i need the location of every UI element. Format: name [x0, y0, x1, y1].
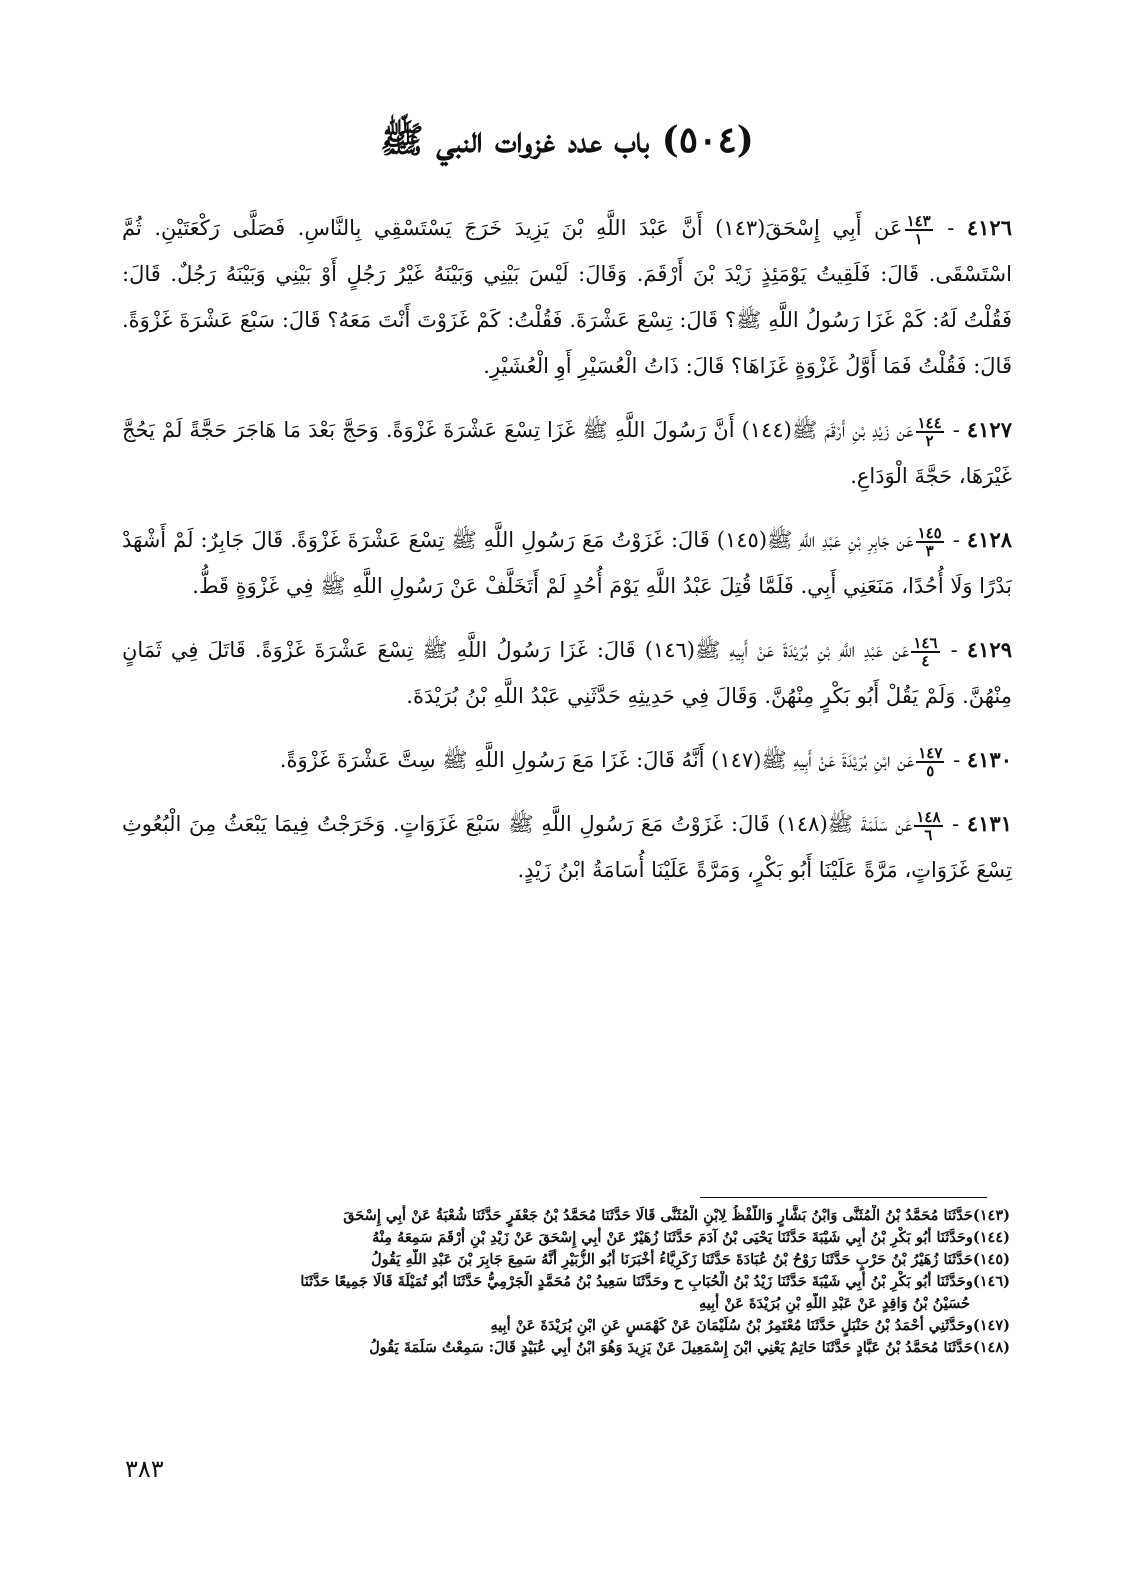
hadith-list [122, 205, 1012, 911]
fraction-top: ١٤٧ [918, 743, 943, 762]
hadith-fraction [916, 745, 944, 779]
page-number: ٣٨٣ [125, 1455, 164, 1483]
hadith-number: ٤١٣٠ [966, 747, 1012, 772]
hadith-paragraph: ٤١٢٧ - $\frac{١٤٤}{٢}$ عَن زَيْدِ بْنِ أَرْقَمَ ﷺ(١٤٤) أَنَّ رَسُولَ اللَّهِ ﷺ غَزَا تِسْعَ عَشْرَةَ غَزْوَةً. وَحَجَّ بَعْدَ مَا هَاجَرَ حَجَّةً لَمْ يَحُجَّ غَيْرَهَا، حَجَّةَ الْوَدَاعِ. [122, 413, 1012, 488]
fraction-top: ١٤٣ [906, 211, 931, 230]
footnote: (١٤٣)حَدَّثَنَا مُحَمَّدُ بْنُ الْمُثَنَّى وَابْنُ بَشَّارٍ وَاللَّفْظُ لِابْنِ الْمُثَنَّى قَالَا حَدَّثَنَا مُحَمَّدُ بْنُ جَعْفَرٍ حَدَّثَنَا شُعْبَةُ عَنْ أَبِي إِسْحَقَ [343, 1207, 1010, 1224]
fraction-bottom: ٣ [925, 541, 934, 560]
fraction-bottom: ١ [914, 229, 923, 248]
hadith-text: عَن أَبِي إِسْحَقَ(١٤٣) أَنَّ عَبْدَ اللَّهِ بْنَ يَزِيدَ خَرَجَ يَسْتَسْقِي بِالنَّاسِ. فَصَلَّى رَكْعَتَيْنِ. ثُمَّ اسْتَسْقَى. قَالَ: فَلَقِيتُ يَوْمَئِذٍ زَيْدَ بْنَ أَرْقَمَ. وَقَالَ: لَيْسَ بَيْنِي وَبَيْنَهُ غَيْرُ رَجُلٍ أَوْ بَيْنِي وَبَيْنَهُ رَجُلٌ. قَالَ: فَقُلْتُ لَهُ: كَمْ غَزَا رَسُولُ اللَّهِ ﷺ؟ قَالَ: تِسْعَ عَشْرَةَ. فَقُلْتُ: كَمْ غَزَوْتَ أَنْتَ مَعَهُ؟ قَالَ: سَبْعَ عَشْرَةَ غَزْوَةً. قَالَ: فَقُلْتُ فَمَا أَوَّلُ غَزْوَةٍ غَزَاهَا؟ قَالَ: ذَاتُ الْعُسَيْرِ أَوِ الْعُشَيْرِ. [122, 216, 1012, 378]
hadith-fraction [911, 635, 939, 669]
hadith-number: ٤١٢٦ [966, 215, 1012, 240]
fraction-top: ١٤٦ [913, 633, 938, 652]
hadith-text: عَن زَيْدِ بْنِ أَرْقَمَ ﷺ(١٤٤) أَنَّ رَسُولَ اللَّهِ ﷺ غَزَا تِسْعَ عَشْرَةَ غَزْوَةً. وَحَجَّ بَعْدَ مَا هَاجَرَ حَجَّةً لَمْ يَحُجَّ غَيْرَهَا، حَجَّةَ الْوَدَاعِ. [122, 418, 1012, 488]
hadith-paragraph: ٤١٣١ - $\frac{١٤٨}{٦}$ عَن سَلَمَةَ ﷺ(١٤٨) قَالَ: غَزَوْتُ مَعَ رَسُولِ اللَّهِ ﷺ سَبْعَ غَزَوَاتٍ. وَخَرَجْتُ فِيمَا يَبْعَثُ مِنَ الْبُعُوثِ تِسْعَ غَزَوَاتٍ، مَرَّةً عَلَيْنَا أَبُو بَكْرٍ، وَمَرَّةً عَلَيْنَا أُسَامَةُ ابْنُ زَيْدٍ. [122, 807, 1012, 882]
hadith-fraction [916, 525, 944, 559]
footnote: (١٤٥)حَدَّثَنَا زُهَيْرُ بْنُ حَرْبٍ حَدَّثَنَا رَوْحُ بْنُ عُبَادَةَ حَدَّثَنَا زَكَرِيَّاءُ أَخْبَرَنَا أَبُو الزُّبَيْرِ أَنَّهُ سَمِعَ جَابِرَ بْنَ عَبْدِ اللَّهِ يَقُولُ [371, 1251, 1010, 1268]
fraction-top: ١٤٥ [917, 523, 942, 542]
hadith-paragraph: ٤١٢٩ - $\frac{١٤٦}{٤}$ عَن عَبْدِ اللَّهِ بْنِ بُرَيْدَةَ عَنْ أَبِيهِ ﷺ(١٤٦) قَالَ: غَزَا رَسُولُ اللَّهِ ﷺ تِسْعَ عَشْرَةَ غَزْوَةً. قَاتَلَ فِي ثَمَانٍ مِنْهُنَّ. وَلَمْ يَقُلْ أَبُو بَكْرٍ مِنْهُنَّ. وَقَالَ فِي حَدِيثِهِ حَدَّثَنِي عَبْدُ اللَّهِ بْنُ بُرَيْدَةَ. [122, 633, 1012, 708]
hadith-text: عَن عَبْدِ اللَّهِ بْنِ بُرَيْدَةَ عَنْ أَبِيهِ ﷺ(١٤٦) قَالَ: غَزَا رَسُولُ اللَّهِ ﷺ تِسْعَ عَشْرَةَ غَزْوَةً. قَاتَلَ فِي ثَمَانٍ مِنْهُنَّ. وَلَمْ يَقُلْ أَبُو بَكْرٍ مِنْهُنَّ. وَقَالَ فِي حَدِيثِهِ حَدَّثَنِي عَبْدُ اللَّهِ بْنُ بُرَيْدَةَ. [122, 638, 1012, 708]
footnote: (١٤٨)حَدَّثَنَا مُحَمَّدُ بْنُ عَبَّادٍ حَدَّثَنَا حَاتِمٌ يَعْنِي ابْنَ إِسْمَعِيلَ عَنْ يَزِيدَ وَهُوَ ابْنُ أَبِي عُبَيْدٍ قَالَ: سَمِعْتُ سَلَمَةَ يَقُولُ [369, 1339, 1010, 1356]
hadith-text: عَن سَلَمَةَ ﷺ(١٤٨) قَالَ: غَزَوْتُ مَعَ رَسُولِ اللَّهِ ﷺ سَبْعَ غَزَوَاتٍ. وَخَرَجْتُ فِيمَا يَبْعَثُ مِنَ الْبُعُوثِ تِسْعَ غَزَوَاتٍ، مَرَّةً عَلَيْنَا أَبُو بَكْرٍ، وَمَرَّةً عَلَيْنَا أُسَامَةُ ابْنُ زَيْدٍ. [122, 812, 1012, 882]
hadith-paragraph: ٤١٢٨ - $\frac{١٤٥}{٣}$ عَن جَابِرِ بْنِ عَبْدِ اللَّهِ ﷺ(١٤٥) قَالَ: غَزَوْتُ مَعَ رَسُولِ اللَّهِ ﷺ تِسْعَ عَشْرَةَ غَزْوَةً. قَالَ جَابِرٌ: لَمْ أَشْهَدْ بَدْرًا وَلَا أُحُدًا، مَنَعَنِي أَبِي. فَلَمَّا قُتِلَ عَبْدُ اللَّهِ يَوْمَ أُحُدٍ لَمْ أَتَخَلَّفْ عَنْ رَسُولِ اللَّهِ ﷺ فِي غَزْوَةٍ قَطُّ. [122, 523, 1013, 598]
hadith-paragraph: ٤١٢٦ - $\frac{١٤٣}{١}$ عَن أَبِي إِسْحَقَ(١٤٣) أَنَّ عَبْدَ اللَّهِ بْنَ يَزِيدَ خَرَجَ يَسْتَسْقِي بِالنَّاسِ. فَصَلَّى رَكْعَتَيْنِ. ثُمَّ اسْتَسْقَى. قَالَ: فَلَقِيتُ يَوْمَئِذٍ زَيْدَ بْنَ أَرْقَمَ. وَقَالَ: لَيْسَ بَيْنِي وَبَيْنَهُ غَيْرُ رَجُلٍ أَوْ بَيْنِي وَبَيْنَهُ رَجُلٌ. قَالَ: فَقُلْتُ لَهُ: كَمْ غَزَا رَسُولُ اللَّهِ ﷺ؟ قَالَ: تِسْعَ عَشْرَةَ. فَقُلْتُ: كَمْ غَزَوْتَ أَنْتَ مَعَهُ؟ قَالَ: سَبْعَ عَشْرَةَ غَزْوَةً. قَالَ: فَقُلْتُ فَمَا أَوَّلُ غَزْوَةٍ غَزَاهَا؟ قَالَ: ذَاتُ الْعُسَيْرِ أَوِ الْعُشَيْرِ. [122, 211, 1012, 378]
hadith-number: ٤١٢٩ [966, 637, 1012, 662]
hadith-fraction [916, 415, 944, 449]
hadith-number: ٤١٢٨ [966, 527, 1013, 552]
fraction-bottom: ٦ [924, 825, 933, 844]
footnote: (١٤٤)وحَدَّثَنَا أَبُو بَكْرِ بْنُ أَبِي شَيْبَةَ حَدَّثَنَا يَحْيَى بْنُ آدَمَ حَدَّثَنَا زُهَيْرٌ عَنْ أَبِي إِسْحَقَ عَنْ زَيْدِ بْنِ أَرْقَمَ سَمِعَهُ مِنْهُ [372, 1229, 1010, 1246]
fraction-top: ١٤٤ [917, 413, 942, 432]
hadith-paragraph: ٤١٣٠ - $\frac{١٤٧}{٥}$ عَن ابْنِ بُرَيْدَةَ عَنْ أَبِيهِ ﷺ(١٤٧) أَنَّهُ قَالَ: غَزَا مَعَ رَسُولِ اللَّهِ ﷺ سِتَّ عَشْرَةَ غَزْوَةً. [279, 743, 1012, 780]
hadith-number: ٤١٢٧ [966, 417, 1012, 442]
fraction-bottom: ٥ [926, 761, 935, 780]
hadith-text: عَن ابْنِ بُرَيْدَةَ عَنْ أَبِيهِ ﷺ(١٤٧) أَنَّهُ قَالَ: غَزَا مَعَ رَسُولِ اللَّهِ ﷺ سِتَّ عَشْرَةَ غَزْوَةً. [279, 748, 915, 772]
hadith-number: ٤١٣١ [966, 811, 1012, 836]
hadith-fraction [905, 213, 933, 247]
fraction-bottom: ٤ [921, 651, 930, 670]
fraction-top: ١٤٨ [916, 807, 941, 826]
chapter-title: (٥٠٤) باب عدد غزوات النبي ﷺ [380, 119, 754, 161]
hadith-fraction [914, 809, 942, 843]
fraction-bottom: ٢ [925, 431, 934, 450]
hadith-text: عَن جَابِرِ بْنِ عَبْدِ اللَّهِ ﷺ(١٤٥) قَالَ: غَزَوْتُ مَعَ رَسُولِ اللَّهِ ﷺ تِسْعَ عَشْرَةَ غَزْوَةً. قَالَ جَابِرٌ: لَمْ أَشْهَدْ بَدْرًا وَلَا أُحُدًا، مَنَعَنِي أَبِي. فَلَمَّا قُتِلَ عَبْدُ اللَّهِ يَوْمَ أُحُدٍ لَمْ أَتَخَلَّفْ عَنْ رَسُولِ اللَّهِ ﷺ فِي غَزْوَةٍ قَطُّ. [122, 528, 1012, 598]
footnote: (١٤٧)وحَدَّثَنِي أَحْمَدُ بْنُ حَنْبَلٍ حَدَّثَنَا مُعْتَمِرُ بْنُ سُلَيْمَانَ عَنْ كَهْمَسٍ عَنِ ابْنِ بُرَيْدَةَ عَنْ أَبِيهِ [490, 1317, 1010, 1334]
footnote-divider [700, 1197, 987, 1198]
footnote: حُسَيْنُ بْنُ وَاقِدٍ عَنْ عَبْدِ اللَّهِ بْنِ بُرَيْدَةَ عَنْ أَبِيهِ [699, 1295, 970, 1312]
footnote: (١٤٦)وحَدَّثَنَا أَبُو بَكْرِ بْنُ أَبِي شَيْبَةَ حَدَّثَنَا زَيْدُ بْنُ الْحُبَابِ ح وحَدَّثَنَا سَعِيدُ بْنُ مُحَمَّدٍ الْجَرْمِيُّ حَدَّثَنَا أَبُو تُمَيْلَةَ قَالَا جَمِيعًا حَدَّثَنَا [300, 1273, 1010, 1290]
footnotes [118, 1205, 1010, 1359]
